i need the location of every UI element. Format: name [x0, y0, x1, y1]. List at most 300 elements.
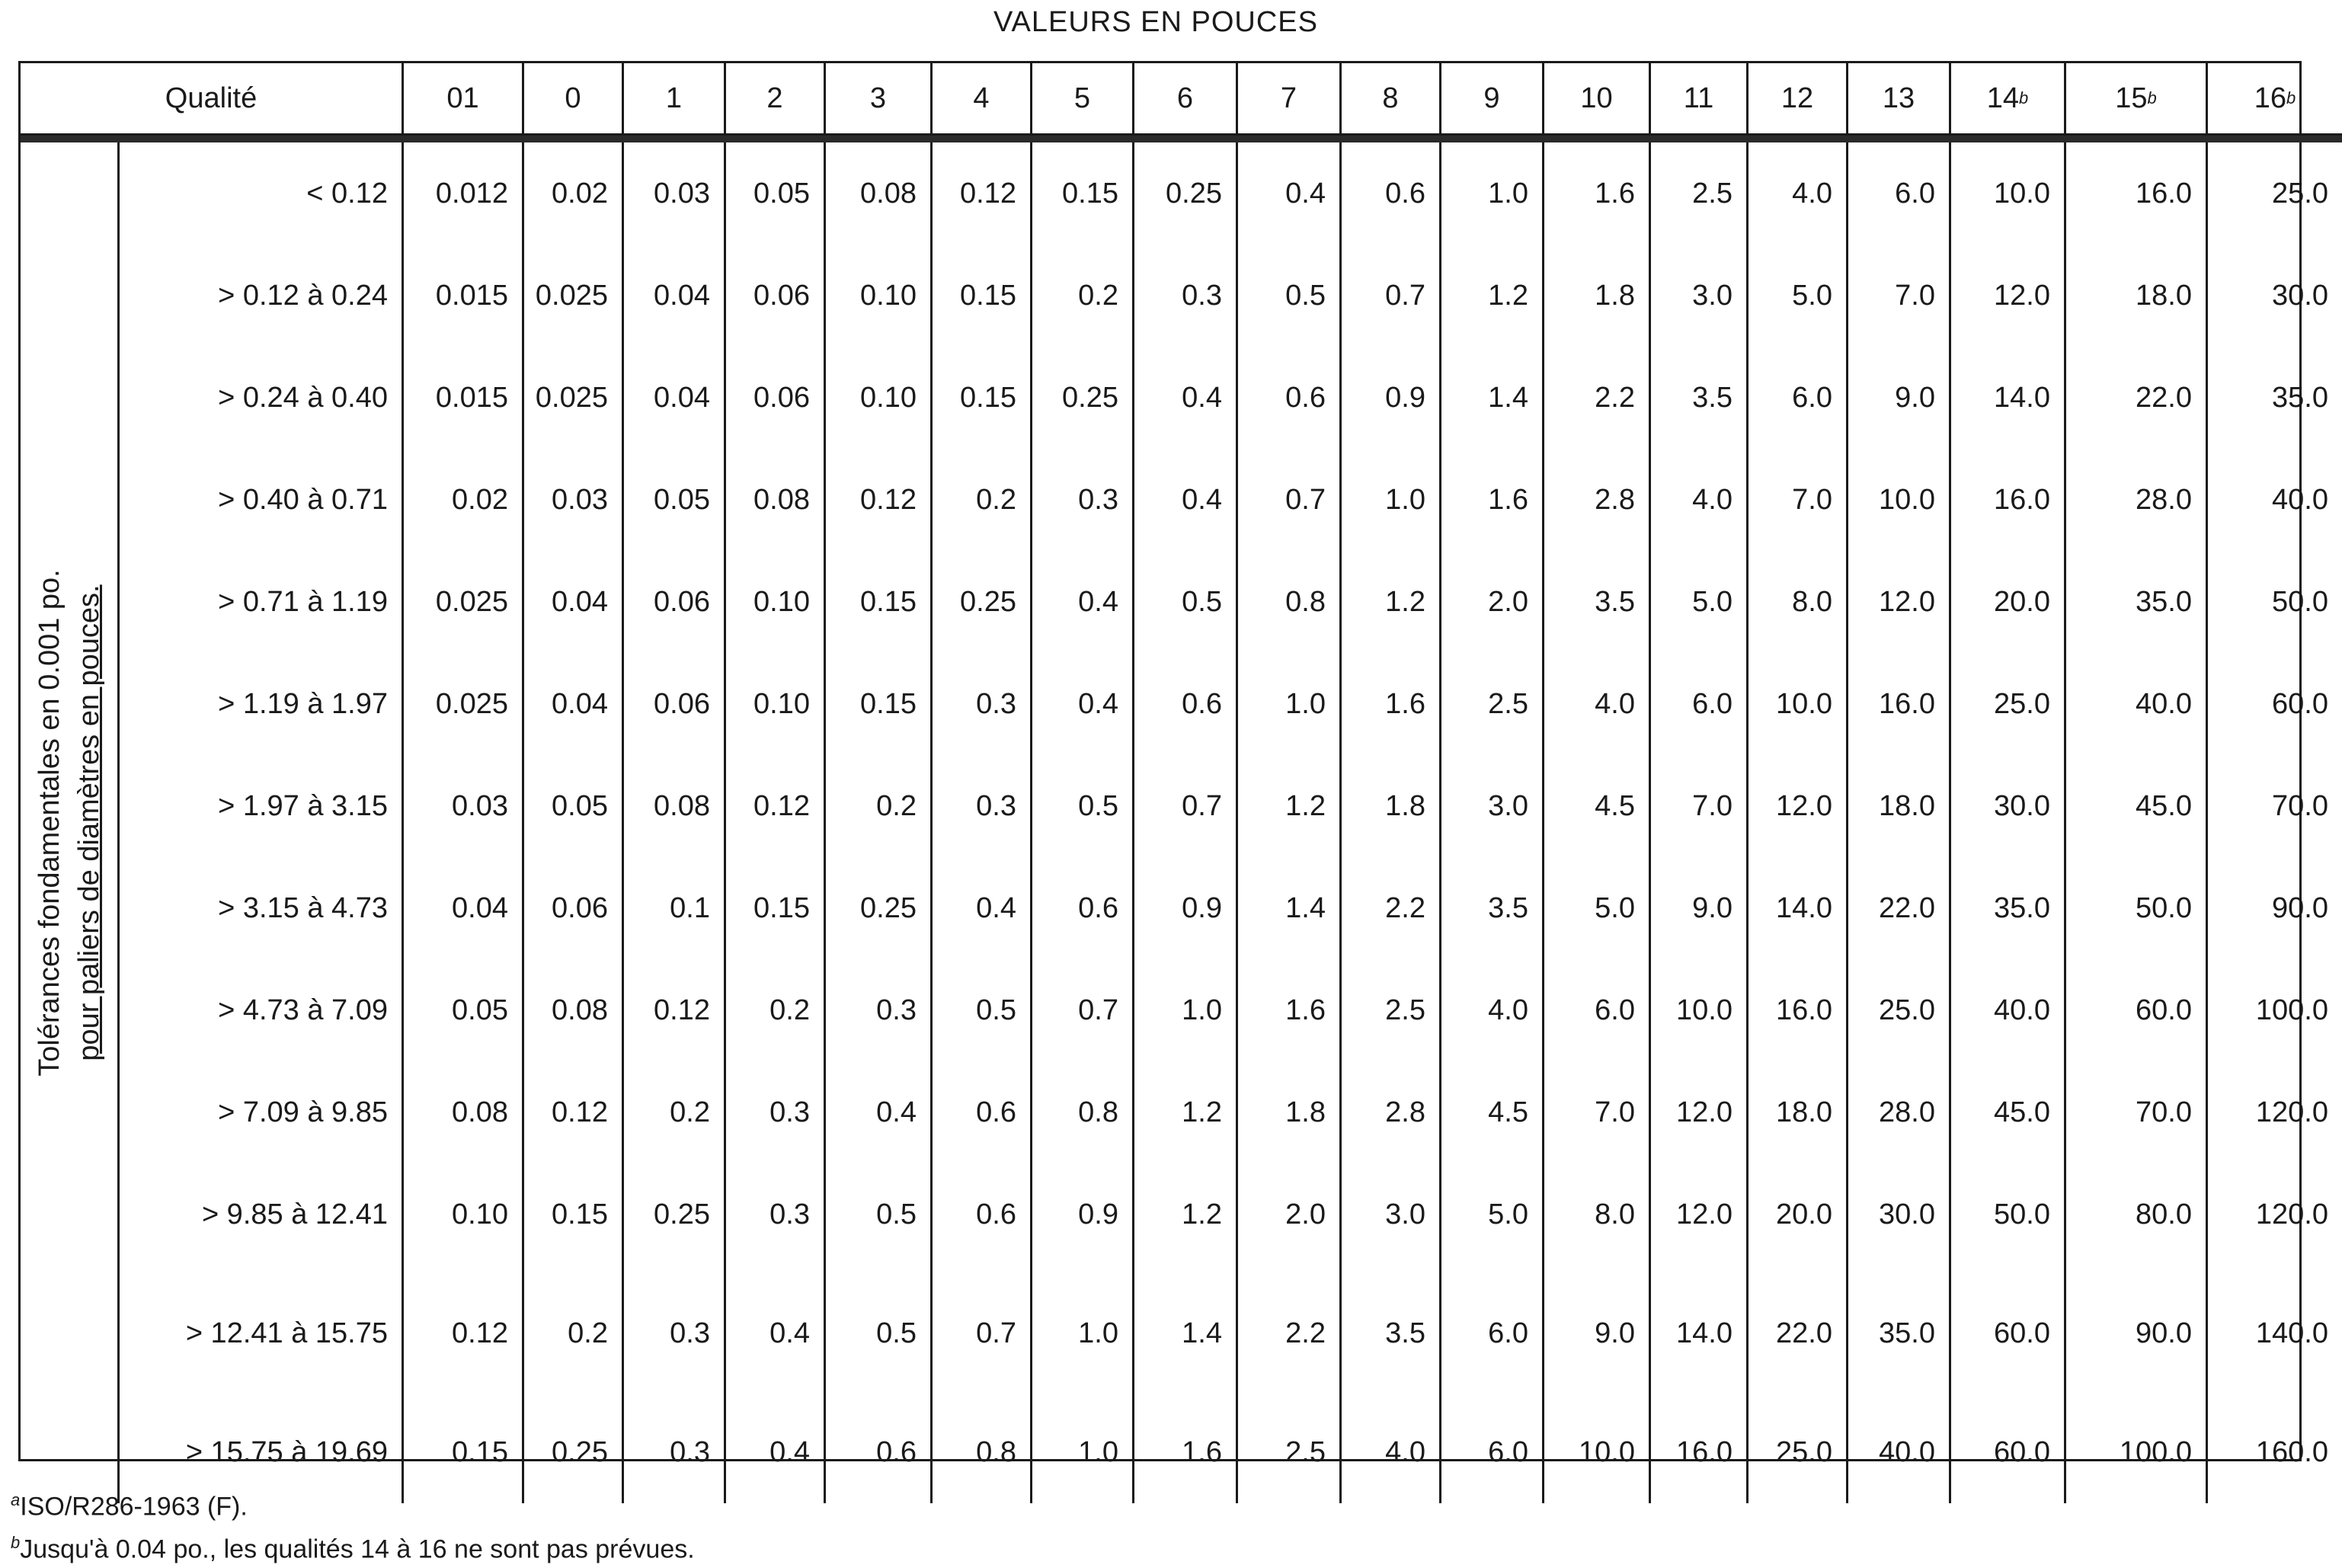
tolerance-cell: 4.0 [1749, 142, 1848, 245]
tolerance-cell: 45.0 [1951, 1061, 2066, 1163]
tolerance-cell: 0.2 [726, 959, 826, 1061]
tolerance-cell: 0.9 [1032, 1163, 1134, 1266]
tolerance-cell: 30.0 [1951, 755, 2066, 857]
tolerance-cell: 0.4 [726, 1266, 826, 1401]
tolerance-cell: 0.3 [1134, 245, 1238, 347]
tolerance-cell: 0.10 [404, 1163, 524, 1266]
tolerance-cell: 60.0 [1951, 1266, 2066, 1401]
tolerance-cell: 7.0 [1848, 245, 1951, 347]
tolerance-cell: 22.0 [1848, 857, 1951, 959]
footnotes [11, 1482, 695, 1568]
tolerance-cell: 0.05 [524, 755, 624, 857]
tolerance-cell: 1.6 [1238, 959, 1342, 1061]
tolerance-cell: 6.0 [1544, 959, 1651, 1061]
tolerance-cell: 0.04 [524, 653, 624, 755]
tolerance-cell: 18.0 [1848, 755, 1951, 857]
header-corner-label: Qualité [21, 63, 404, 136]
tolerance-cell: 3.0 [1651, 245, 1749, 347]
tolerance-cell: 8.0 [1544, 1163, 1651, 1266]
size-range: > 12.41 à 15.75 [120, 1266, 404, 1401]
tolerance-cell: 2.8 [1544, 449, 1651, 551]
size-range: > 0.40 à 0.71 [120, 449, 404, 551]
tolerance-cell: 0.9 [1134, 857, 1238, 959]
tolerance-cell: 5.0 [1651, 551, 1749, 653]
header-grade-label: 14 [1986, 82, 2020, 114]
header-rule [21, 136, 2342, 142]
tolerance-cell: 0.06 [524, 857, 624, 959]
tolerance-cell: 1.6 [1441, 449, 1544, 551]
header-grade [1134, 63, 1238, 136]
tolerance-cell: 4.0 [1441, 959, 1544, 1061]
tolerance-cell: 16.0 [1651, 1401, 1749, 1503]
tolerance-cell: 0.3 [624, 1401, 726, 1503]
tolerance-cell: 40.0 [1848, 1401, 1951, 1503]
tolerance-cell: 3.5 [1544, 551, 1651, 653]
tolerance-cell: 0.05 [726, 142, 826, 245]
tolerance-cell: 10.0 [1544, 1401, 1651, 1503]
tolerance-cell: 0.4 [826, 1061, 933, 1163]
tolerance-cell: 120.0 [2255, 1198, 2328, 1230]
tolerance-cell: 0.5 [826, 1163, 933, 1266]
tolerance-cell: 10.0 [1651, 959, 1749, 1061]
tolerance-cell: 0.4 [1032, 551, 1134, 653]
tolerance-cell: 0.10 [726, 653, 826, 755]
tolerance-cell: 1.0 [1441, 142, 1544, 245]
page-title: VALEURS EN POUCES [993, 6, 1318, 38]
header-grade [2208, 63, 2342, 136]
tolerance-cell: 0.4 [933, 857, 1032, 959]
tolerance-cell: 6.0 [1441, 1266, 1544, 1401]
tolerance-cell: 16.0 [1848, 653, 1951, 755]
tolerance-cell: 0.3 [1032, 449, 1134, 551]
tolerance-cell: 0.3 [933, 653, 1032, 755]
tolerance-cell: 0.4 [1032, 653, 1134, 755]
tolerance-cell: 0.25 [624, 1163, 726, 1266]
tolerance-cell: 0.025 [524, 245, 624, 347]
tolerance-cell: 12.0 [1951, 245, 2066, 347]
tolerance-cell: 25.0 [1951, 653, 2066, 755]
tolerance-cell: 60.0 [2066, 959, 2208, 1061]
tolerance-cell: 22.0 [1749, 1266, 1848, 1401]
header-grade-label: 1 [665, 82, 683, 114]
tolerance-cell: 0.05 [624, 449, 726, 551]
tolerance-cell: 0.6 [1134, 653, 1238, 755]
header-grade-label: 13 [1882, 82, 1915, 114]
tolerance-cell: 0.15 [524, 1163, 624, 1266]
tolerance-cell: 0.6 [1342, 142, 1441, 245]
tolerance-cell: 1.4 [1441, 347, 1544, 449]
tolerance-cell: 10.0 [1749, 653, 1848, 755]
tolerance-cell: 25.0 [1749, 1401, 1848, 1503]
header-grade-label: 9 [1483, 82, 1500, 114]
tolerance-cell: 0.15 [1032, 142, 1134, 245]
header-grade-label: 01 [446, 82, 479, 114]
header-grade-footnote-mark: b [2286, 88, 2296, 107]
tolerance-cell: 14.0 [1749, 857, 1848, 959]
tolerance-cell: 35.0 [1848, 1266, 1951, 1401]
tolerance-cell: 0.025 [524, 347, 624, 449]
tolerance-cell: 0.12 [826, 449, 933, 551]
tolerance-cell: 0.7 [1342, 245, 1441, 347]
tolerance-cell: 25.0 [2272, 177, 2328, 210]
tolerance-cell: 0.05 [404, 959, 524, 1061]
size-range: > 1.19 à 1.97 [120, 653, 404, 755]
tolerance-cell: 16.0 [2066, 142, 2208, 245]
header-grade-label: 6 [1176, 82, 1194, 114]
tolerance-cell: 4.5 [1441, 1061, 1544, 1163]
tolerance-cell: 0.3 [933, 755, 1032, 857]
tolerance-cell: 9.0 [1544, 1266, 1651, 1401]
tolerance-cell: 0.04 [524, 551, 624, 653]
tolerance-cell: 25.0 [1848, 959, 1951, 1061]
tolerance-cell: 12.0 [1749, 755, 1848, 857]
tolerance-cell: 2.2 [1238, 1266, 1342, 1401]
header-grade [1651, 63, 1749, 136]
header-grade [1342, 63, 1441, 136]
tolerance-cell: 0.1 [624, 857, 726, 959]
tolerance-cell: 18.0 [1749, 1061, 1848, 1163]
tolerance-cell: 1.6 [1544, 142, 1651, 245]
tolerance-cell: 0.12 [524, 1061, 624, 1163]
tolerance-cell: 4.5 [1544, 755, 1651, 857]
tolerance-cell: 0.015 [404, 347, 524, 449]
header-grade [1032, 63, 1134, 136]
tolerance-cell: 20.0 [1749, 1163, 1848, 1266]
tolerance-cell: 30.0 [1848, 1163, 1951, 1266]
footnote-text: Jusqu'à 0.04 po., les qualités 14 à 16 ne sont pas prévues. [20, 1534, 695, 1564]
header-grade [1441, 63, 1544, 136]
tolerance-cell: 0.15 [826, 551, 933, 653]
tolerance-cell: 3.5 [1342, 1266, 1441, 1401]
tolerance-cell: 7.0 [1544, 1061, 1651, 1163]
header-grade-label: 7 [1280, 82, 1297, 114]
tolerance-cell: 7.0 [1651, 755, 1749, 857]
tolerance-cell: 50.0 [2272, 585, 2328, 618]
tolerance-cell: 1.0 [1032, 1266, 1134, 1401]
tolerance-cell: 2.5 [1651, 142, 1749, 245]
size-range: > 9.85 à 12.41 [120, 1163, 404, 1266]
tolerance-cell: 0.6 [1238, 347, 1342, 449]
tolerance-cell: 12.0 [1651, 1163, 1749, 1266]
tolerance-cell: 1.2 [1342, 551, 1441, 653]
header-grade-footnote-mark: b [2147, 88, 2157, 107]
tolerance-cell: 20.0 [1951, 551, 2066, 653]
header-grade-label: 15 [2115, 82, 2148, 114]
tolerance-cell: 1.4 [1134, 1266, 1238, 1401]
tolerance-cell: 4.0 [1651, 449, 1749, 551]
tolerance-cell: 0.4 [726, 1401, 826, 1503]
tolerance-cell: 0.025 [404, 653, 524, 755]
tolerance-cell: 28.0 [2066, 449, 2208, 551]
header-grade-label: 2 [766, 82, 783, 114]
tolerance-cell: 0.03 [404, 755, 524, 857]
tolerance-cell: 0.5 [1238, 245, 1342, 347]
footnote-mark: b [11, 1533, 21, 1553]
side-label-line1: Tolérances fondamentales en 0.001 po. [33, 569, 66, 1077]
tolerance-cell: 0.7 [1032, 959, 1134, 1061]
tolerance-cell: 0.10 [726, 551, 826, 653]
tolerance-cell: 2.2 [1544, 347, 1651, 449]
tolerance-cell: 100.0 [2255, 994, 2328, 1026]
header-grade-label: 12 [1780, 82, 1814, 114]
footnote [11, 1525, 695, 1567]
tolerance-cell: 45.0 [2066, 755, 2208, 857]
tolerance-cell: 14.0 [1651, 1266, 1749, 1401]
header-grade-label: 3 [869, 82, 887, 114]
tolerance-cell: 0.02 [404, 449, 524, 551]
tolerance-cell: 0.25 [524, 1401, 624, 1503]
tolerance-cell: 0.02 [524, 142, 624, 245]
tolerance-cell: 0.04 [404, 857, 524, 959]
tolerance-cell: 2.2 [1342, 857, 1441, 959]
tolerance-cell: 0.4 [1134, 449, 1238, 551]
tolerance-cell: 0.6 [826, 1401, 933, 1503]
tolerance-cell: 1.8 [1544, 245, 1651, 347]
tolerance-cell: 35.0 [2272, 381, 2328, 414]
tolerance-cell: 2.5 [1441, 653, 1544, 755]
tolerance-cell: 10.0 [1951, 142, 2066, 245]
tolerance-cell: 0.06 [624, 653, 726, 755]
tolerance-cell: 0.04 [624, 245, 726, 347]
tolerance-cell: 0.8 [1238, 551, 1342, 653]
tolerance-cell: 0.15 [726, 857, 826, 959]
tolerance-cell: 1.0 [1032, 1401, 1134, 1503]
tolerance-cell: 0.2 [524, 1266, 624, 1401]
tolerance-cell: 0.06 [624, 551, 726, 653]
tolerance-cell: 80.0 [2066, 1163, 2208, 1266]
tolerance-cell: 0.025 [404, 551, 524, 653]
tolerance-cell: 10.0 [1848, 449, 1951, 551]
tolerance-cell: 40.0 [1951, 959, 2066, 1061]
size-range: > 3.15 à 4.73 [120, 857, 404, 959]
tolerance-cell: 2.5 [1238, 1401, 1342, 1503]
tolerance-cell: 1.0 [1342, 449, 1441, 551]
header-grade [524, 63, 624, 136]
tolerance-cell: 16.0 [1749, 959, 1848, 1061]
footnote-mark: a [11, 1490, 21, 1509]
header-grade [404, 63, 524, 136]
tolerance-cell: 60.0 [1951, 1401, 2066, 1503]
tolerance-cell: 4.0 [1544, 653, 1651, 755]
tolerance-cell: 0.4 [1134, 347, 1238, 449]
tolerance-cell: 0.15 [933, 245, 1032, 347]
tolerance-cell: 1.2 [1134, 1061, 1238, 1163]
tolerance-cell: 0.04 [624, 347, 726, 449]
tolerance-cell: 90.0 [2272, 891, 2328, 924]
tolerance-cell: 6.0 [1848, 142, 1951, 245]
size-range: > 0.24 à 0.40 [120, 347, 404, 449]
size-range: > 1.97 à 3.15 [120, 755, 404, 857]
tolerance-cell: 1.2 [1441, 245, 1544, 347]
tolerance-cell: 70.0 [2066, 1061, 2208, 1163]
tolerance-cell: 70.0 [2272, 789, 2328, 822]
tolerance-cell: 8.0 [1749, 551, 1848, 653]
tolerance-cell: 0.12 [404, 1266, 524, 1401]
tolerance-cell: 0.12 [726, 755, 826, 857]
footnote [11, 1482, 695, 1525]
tolerance-cell: 0.012 [404, 142, 524, 245]
tolerance-cell: 40.0 [2066, 653, 2208, 755]
tolerance-cell: 90.0 [2066, 1266, 2208, 1401]
tolerance-cell: 0.9 [1342, 347, 1441, 449]
header-grade [624, 63, 726, 136]
header-grade-label: 16 [2254, 82, 2287, 114]
tolerance-cell: 4.0 [1342, 1401, 1441, 1503]
tolerance-cell: 2.0 [1238, 1163, 1342, 1266]
side-label-line2: pour paliers de diamètres en pouces. [72, 584, 105, 1061]
tolerance-cell: 0.03 [624, 142, 726, 245]
tolerance-cell: 6.0 [1749, 347, 1848, 449]
tolerance-cell: 1.0 [1238, 653, 1342, 755]
side-label-text [30, 569, 109, 1076]
tolerance-cell: 9.0 [1848, 347, 1951, 449]
tolerance-cell: 5.0 [1544, 857, 1651, 959]
tolerance-cell: 0.2 [933, 449, 1032, 551]
tolerance-cell: 0.3 [726, 1061, 826, 1163]
tolerance-cell: 0.15 [826, 653, 933, 755]
tolerance-cell: 5.0 [1749, 245, 1848, 347]
footnote-text: ISO/R286-1963 (F). [20, 1492, 248, 1522]
size-range: < 0.12 [120, 142, 404, 245]
tolerance-cell: 28.0 [1848, 1061, 1951, 1163]
tolerance-cell: 0.015 [404, 245, 524, 347]
tolerance-cell: 0.08 [404, 1061, 524, 1163]
header-grade [933, 63, 1032, 136]
tolerance-cell: 0.08 [726, 449, 826, 551]
tolerance-cell: 22.0 [2066, 347, 2208, 449]
tolerance-cell: 0.25 [826, 857, 933, 959]
tolerance-cell: 0.5 [1032, 755, 1134, 857]
header-grade [1749, 63, 1848, 136]
tolerance-cell: 3.0 [1441, 755, 1544, 857]
size-range: > 0.12 à 0.24 [120, 245, 404, 347]
header-grade-label: 8 [1382, 82, 1399, 114]
tolerance-cell: 1.6 [1134, 1401, 1238, 1503]
tolerance-cell: 0.06 [726, 347, 826, 449]
header-grade-label: 11 [1683, 82, 1714, 114]
tolerance-cell: 0.8 [1032, 1061, 1134, 1163]
tolerance-cell: 1.4 [1238, 857, 1342, 959]
tolerance-cell: 0.6 [933, 1163, 1032, 1266]
tolerance-cell: 0.6 [1032, 857, 1134, 959]
tolerance-cell: 0.8 [933, 1401, 1032, 1503]
header-grade [1951, 63, 2066, 136]
tolerance-cell: 140.0 [2255, 1317, 2328, 1349]
size-range: > 15.75 à 19.69 [120, 1401, 404, 1503]
tolerance-cell: 1.2 [1238, 755, 1342, 857]
tolerance-cell: 16.0 [1951, 449, 2066, 551]
tolerance-cell: 3.0 [1342, 1163, 1441, 1266]
header-grade [1848, 63, 1951, 136]
tolerance-cell: 2.0 [1441, 551, 1544, 653]
tolerance-cell: 0.5 [826, 1266, 933, 1401]
tolerance-cell: 0.2 [1032, 245, 1134, 347]
tolerance-cell: 1.8 [1238, 1061, 1342, 1163]
tolerance-cell: 2.8 [1342, 1061, 1441, 1163]
tolerance-cell: 0.5 [933, 959, 1032, 1061]
tolerance-cell: 35.0 [1951, 857, 2066, 959]
size-range: > 4.73 à 7.09 [120, 959, 404, 1061]
side-label [21, 142, 120, 1503]
tolerance-cell: 30.0 [2272, 279, 2328, 312]
tolerance-cell: 5.0 [1441, 1163, 1544, 1266]
tolerance-cell: 0.03 [524, 449, 624, 551]
tolerance-cell: 0.12 [933, 142, 1032, 245]
tolerance-cell: 160.0 [2255, 1435, 2328, 1468]
tolerance-cell: 12.0 [1651, 1061, 1749, 1163]
header-grade [1544, 63, 1651, 136]
tolerance-cell: 0.7 [933, 1266, 1032, 1401]
tolerance-cell: 0.25 [1134, 142, 1238, 245]
tolerance-cell: 0.15 [404, 1401, 524, 1503]
tolerance-cell: 7.0 [1749, 449, 1848, 551]
tolerance-cell: 1.0 [1134, 959, 1238, 1061]
size-range: > 7.09 à 9.85 [120, 1061, 404, 1163]
tolerance-cell: 3.5 [1651, 347, 1749, 449]
tolerance-cell: 0.08 [524, 959, 624, 1061]
tolerance-cell: 0.7 [1238, 449, 1342, 551]
tolerance-cell: 0.08 [826, 142, 933, 245]
tolerance-cell: 0.06 [726, 245, 826, 347]
tolerance-cell: 12.0 [1848, 551, 1951, 653]
header-grade [826, 63, 933, 136]
tolerance-cell: 0.3 [726, 1163, 826, 1266]
header-grade [726, 63, 826, 136]
tolerance-cell: 0.2 [826, 755, 933, 857]
tolerance-cell: 50.0 [1951, 1163, 2066, 1266]
header-grade-footnote-mark: b [2019, 88, 2029, 107]
tolerance-cell: 35.0 [2066, 551, 2208, 653]
tolerance-cell: 0.15 [933, 347, 1032, 449]
header-grade-label: 10 [1580, 82, 1613, 114]
tolerance-cell: 0.5 [1134, 551, 1238, 653]
tolerance-cell: 0.6 [933, 1061, 1032, 1163]
header-grade [2066, 63, 2208, 136]
tolerance-cell: 0.12 [624, 959, 726, 1061]
header-grade-label: 5 [1073, 82, 1091, 114]
tolerance-cell: 0.2 [624, 1061, 726, 1163]
header-grade-label: 4 [973, 82, 990, 114]
tolerance-cell: 0.08 [624, 755, 726, 857]
tolerance-cell: 9.0 [1651, 857, 1749, 959]
tolerance-cell: 1.8 [1342, 755, 1441, 857]
tolerance-cell: 40.0 [2272, 483, 2328, 516]
tolerance-cell: 0.3 [826, 959, 933, 1061]
tolerance-cell: 3.5 [1441, 857, 1544, 959]
tolerance-cell: 0.25 [1032, 347, 1134, 449]
tolerance-cell: 0.25 [933, 551, 1032, 653]
tolerance-cell: 60.0 [2272, 687, 2328, 720]
tolerance-cell: 0.3 [624, 1266, 726, 1401]
tolerance-cell: 6.0 [1651, 653, 1749, 755]
tolerance-cell: 100.0 [2066, 1401, 2208, 1503]
tolerance-cell: 0.10 [826, 245, 933, 347]
tolerance-cell: 50.0 [2066, 857, 2208, 959]
tolerance-cell: 0.10 [826, 347, 933, 449]
tolerance-cell: 0.4 [1238, 142, 1342, 245]
tolerance-cell: 0.7 [1134, 755, 1238, 857]
tolerance-table [18, 61, 2328, 1468]
tolerance-cell: 2.5 [1342, 959, 1441, 1061]
tolerance-cell: 1.6 [1342, 653, 1441, 755]
header-grade-label: 0 [565, 82, 581, 114]
tolerance-cell: 1.2 [1134, 1163, 1238, 1266]
header-grade [1238, 63, 1342, 136]
tolerance-cell: 14.0 [1951, 347, 2066, 449]
tolerance-cell: 18.0 [2066, 245, 2208, 347]
tolerance-cell: 6.0 [1441, 1401, 1544, 1503]
tolerance-cell: 120.0 [2255, 1096, 2328, 1128]
